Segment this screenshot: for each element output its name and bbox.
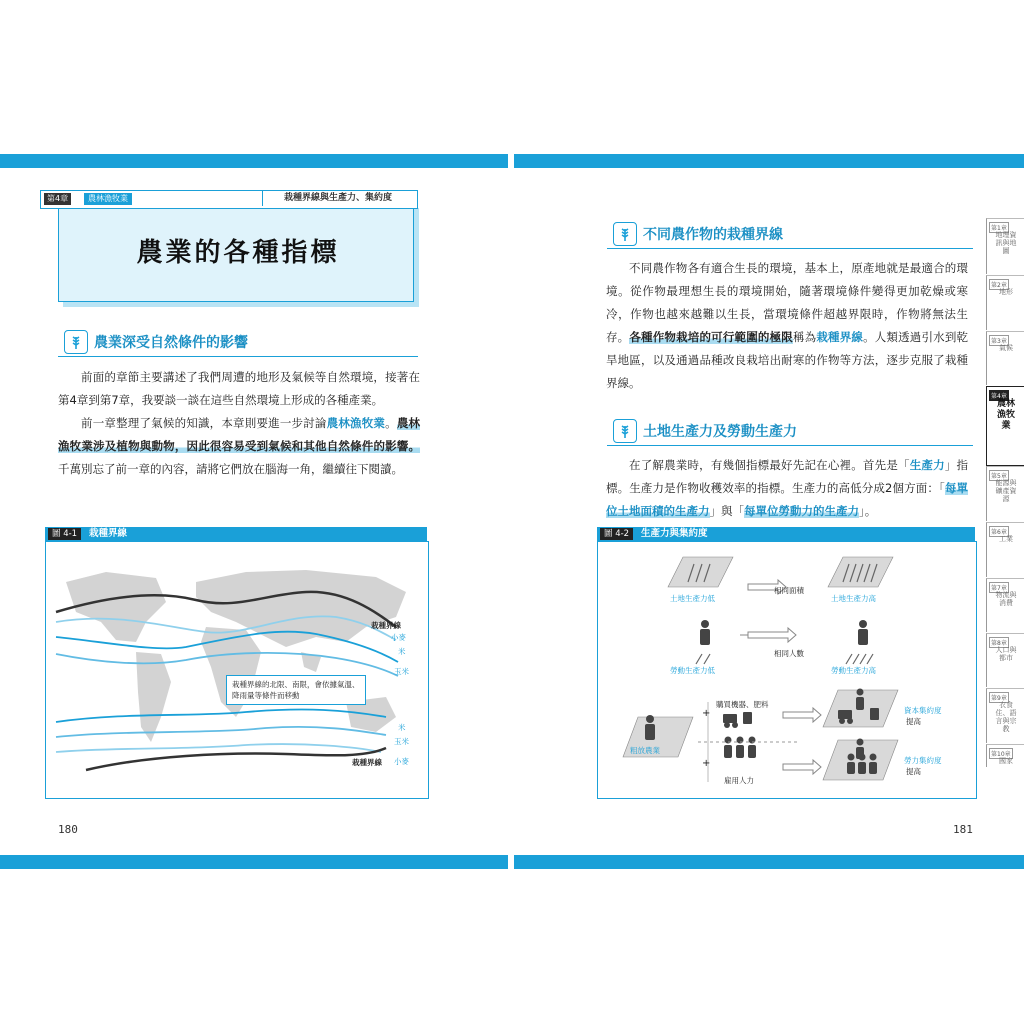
chapter-tab-number: 第4章	[989, 390, 1009, 401]
chapter-tab-number: 第1章	[989, 222, 1009, 233]
chapter-tab-number: 第9章	[989, 692, 1009, 703]
productivity-diagram	[597, 541, 977, 799]
text: 前一章整理了氣候的知識，本章則要進一步討論	[81, 416, 327, 430]
chapter-tab-6[interactable]	[986, 522, 1024, 577]
figure-number: 圖 4-1	[48, 528, 81, 540]
keyword: 栽種界線	[816, 330, 864, 344]
capital-up-label: 提高	[906, 717, 921, 726]
paragraph	[606, 257, 968, 395]
wheat-icon	[64, 330, 88, 354]
right-body-text-2	[606, 454, 968, 523]
chapter-tab-number: 第2章	[989, 279, 1009, 290]
land-high-label: 土地生產力高	[831, 594, 876, 603]
labor-high-label: 勞動生產力高	[831, 666, 876, 675]
text: 。	[385, 416, 397, 430]
extensive-farming-label: 粗放農業	[630, 746, 660, 755]
chapter-tab-name: 地形	[999, 288, 1013, 296]
section-heading-crop-limits	[607, 222, 973, 249]
section-heading-nature	[58, 330, 418, 357]
chapter-tab-7[interactable]	[986, 578, 1024, 632]
right-body-text-1	[606, 257, 968, 395]
map-note: 栽種界線的北限、南限，會依據氣溫、降雨量等條件而移動	[226, 675, 366, 705]
paragraph	[58, 412, 420, 481]
map-figure	[45, 541, 429, 799]
section-title: 農業深受自然條件的影響	[94, 335, 248, 351]
chapter-tab-number: 第5章	[989, 470, 1009, 481]
page-number-right: 181	[953, 823, 973, 836]
chapter-tab-3[interactable]	[986, 331, 1024, 385]
figure-caption: 栽種界線	[89, 528, 128, 539]
text: 不同農作物各有適合生長的環境，基本上，原產地就是最適合的環境。從作物最理想生長的環境開始，隨著環境條件變得更加乾燥或寒冷，作物也越來越難以生長，當環境條件超越界限時，作物將無法生存。	[606, 261, 968, 344]
wheat-icon	[613, 419, 637, 443]
chapter-tab-5[interactable]	[986, 466, 1024, 521]
capital-intensity-label: 資本集約度	[904, 706, 942, 715]
page-number-left: 180	[58, 823, 78, 836]
north-limit-label: 栽種界線	[371, 621, 401, 630]
rice-label-south: 米	[398, 723, 406, 732]
chapter-tab-number: 第8章	[989, 637, 1009, 648]
plus-sign: +	[702, 708, 711, 719]
top-band-left	[0, 154, 508, 168]
keyword: 農林漁牧業	[326, 416, 386, 430]
text: 」。	[859, 504, 877, 518]
corn-label-south: 玉米	[394, 737, 409, 746]
paragraph: 前面的章節主要講述了我們周遭的地形及氣候等自然環境，接著在第4章到第7章，我要談一談在這些自然環境上形成的各種產業。	[58, 370, 420, 407]
chapter-tab-name: 氣候	[999, 344, 1013, 352]
labor-up-label: 提高	[906, 767, 921, 776]
chapter-tab-8[interactable]	[986, 633, 1024, 687]
chapter-tab-name: 物流與消費	[995, 591, 1017, 607]
wheat-label-north: 小麥	[391, 633, 406, 642]
keyword: 每單位勞動力的生產力	[744, 504, 859, 518]
chapter-tab-2[interactable]	[986, 275, 1024, 330]
chapter-tab-number: 第7章	[989, 582, 1009, 593]
land-low-label: 土地生產力低	[670, 594, 715, 603]
figure-number: 圖 4-2	[600, 528, 633, 540]
chapter-tab-name: 能源與礦產資源	[995, 479, 1017, 503]
text: 稱為	[792, 330, 817, 344]
figure-caption: 生產力與集約度	[641, 528, 708, 539]
figure-caption-bar	[597, 527, 975, 541]
chapter-tab-name: 工業	[999, 535, 1013, 543]
figure-caption-bar	[45, 527, 427, 541]
emphasis: 農林漁牧業涉及植物與動物，因此很容易受到氣候和其他自然條件的影響。	[58, 416, 421, 453]
bottom-band-left	[0, 855, 508, 869]
chapter-tab-number: 第6章	[989, 526, 1009, 537]
chapter-tab-10[interactable]	[986, 744, 1024, 767]
top-band-right	[514, 154, 1024, 168]
wheat-label-south: 小麥	[394, 757, 409, 766]
chapter-name: 農林漁牧業	[84, 193, 132, 205]
plus-sign: +	[702, 758, 711, 769]
chapter-tab-9[interactable]	[986, 688, 1024, 743]
paragraph	[606, 454, 968, 523]
section-title: 不同農作物的栽種界線	[643, 227, 783, 243]
labor-intensity-label: 勞力集約度	[904, 756, 942, 765]
chapter-tab-1[interactable]	[986, 218, 1024, 274]
section-title: 土地生產力及勞動生產力	[643, 424, 797, 440]
hire-labor-label: 雇用人力	[724, 776, 754, 785]
buy-machines-label: 購買機器、肥料	[716, 700, 769, 709]
bottom-band-right	[514, 855, 1024, 869]
chapter-tag: 第4章	[44, 193, 71, 205]
emphasis: 各種作物栽培的可行範圍的極限	[629, 330, 793, 344]
same-people-label: 相同人數	[774, 649, 804, 658]
section-heading-productivity	[607, 419, 973, 446]
text: 。人類透過引水到乾旱地區，以及通過品種改良栽培出耐寒的作物等方法，逐步克服了栽種界線。	[606, 330, 969, 390]
chapter-tab-4[interactable]	[986, 386, 1024, 466]
chapter-tab-name: 人口與都市	[995, 646, 1017, 662]
wheat-icon	[613, 222, 637, 246]
keyword: 生產力	[909, 458, 945, 472]
text: 在了解農業時，有幾個指標最好先記在心裡。首先是「	[629, 458, 910, 472]
corn-label-north: 玉米	[394, 667, 409, 676]
chapter-tab-name: 國家	[999, 757, 1013, 765]
chapter-tab-number: 第10章	[989, 748, 1013, 759]
labor-low-label: 勞動生產力低	[670, 666, 715, 675]
keyword: 每單位土地面積的生產力	[606, 481, 968, 518]
chapter-tab-name: 衣食住、語言與宗教	[995, 701, 1017, 733]
same-area-label: 相同面積	[774, 586, 804, 595]
page-title: 農業的各種指標	[136, 238, 340, 268]
rice-label-north: 米	[398, 647, 406, 656]
text: 」與「	[709, 504, 744, 518]
chapter-tab-name: 農林漁牧業	[996, 399, 1015, 431]
chapter-tab-name: 地理資訊與地圖	[995, 231, 1017, 255]
text: 千萬別忘了前一章的內容，請將它們放在腦海一角，繼續往下閱讀。	[58, 462, 403, 476]
chapter-tab-number: 第3章	[989, 335, 1009, 346]
text: 」指標。生產力是作物收穫效率的指標。生產力的高低分成2個方面：「	[606, 458, 969, 495]
south-limit-label: 栽種界線	[352, 758, 382, 767]
left-body-text	[58, 366, 420, 481]
chapter-subtitle: 栽種界線與生產力、集約度	[262, 191, 413, 206]
